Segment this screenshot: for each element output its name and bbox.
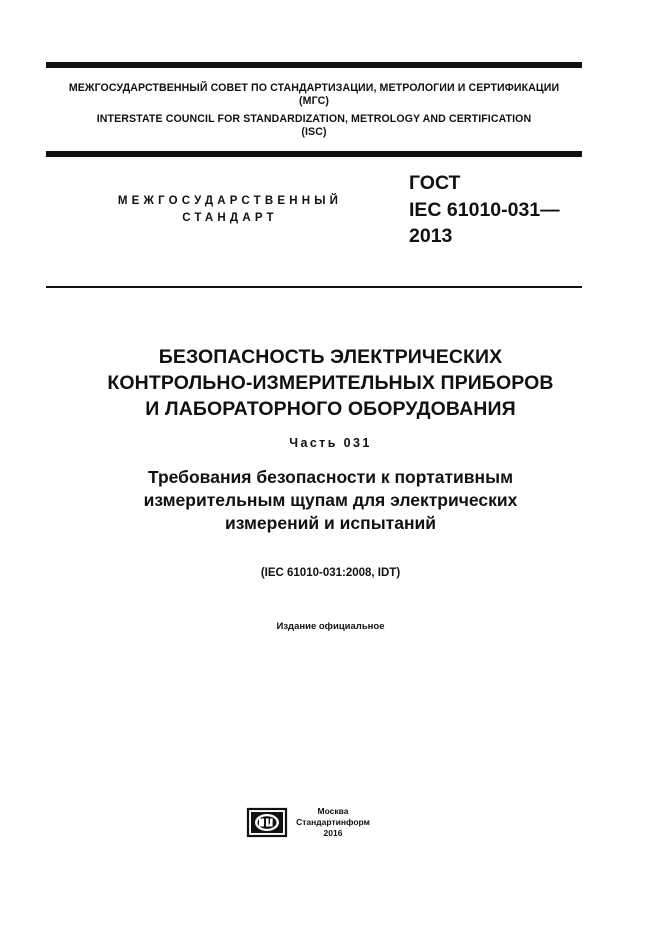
council-en-name: INTERSTATE COUNCIL FOR STANDARDIZATION, METROLOGY AND CERTIFICATION — [96, 113, 532, 125]
subtitle-line3: измерений и испытаний — [224, 513, 437, 533]
council-en — [46, 113, 582, 139]
designation-line1: ГОСТ — [409, 172, 461, 194]
designation-line3: 2013 — [409, 225, 453, 247]
standard-label-line1: МЕЖГОСУДАРСТВЕННЫЙ — [117, 195, 343, 207]
part-number: Часть 031 — [289, 436, 372, 450]
standartinform-logo-icon — [246, 806, 289, 838]
title-line3: И ЛАБОРАТОРНОГО ОБОРУДОВАНИЯ — [145, 398, 516, 420]
document-title — [20, 344, 641, 422]
standard-label-line2: СТАНДАРТ — [182, 212, 278, 224]
publisher-name: Стандартинформ — [296, 817, 370, 827]
council-en-abbr: (ISC) — [301, 126, 327, 138]
top-rule — [46, 62, 582, 68]
edition-note: Издание официальное — [276, 621, 385, 632]
title-line2: КОНТРОЛЬНО-ИЗМЕРИТЕЛЬНЫХ ПРИБОРОВ — [107, 372, 554, 394]
publisher-city: Москва — [317, 806, 349, 816]
subtitle-line2: измерительным щупам для электрических — [143, 490, 518, 510]
council-rule — [46, 151, 582, 157]
document-subtitle — [20, 466, 641, 535]
publisher-block — [293, 806, 373, 839]
council-ru-name: МЕЖГОСУДАРСТВЕННЫЙ СОВЕТ ПО СТАНДАРТИЗАЦИИ, МЕТРОЛОГИИ И СЕРТИФИКАЦИИ — [68, 82, 560, 94]
designation-line2: IEC 61010-031— — [409, 198, 560, 221]
council-ru — [46, 82, 582, 108]
standard-label — [70, 193, 390, 227]
header-rule — [46, 286, 582, 288]
equivalence-note: (IEC 61010-031:2008, IDT) — [260, 567, 401, 579]
title-line1: БЕЗОПАСНОСТЬ ЭЛЕКТРИЧЕСКИХ — [158, 346, 503, 368]
council-ru-abbr: (МГС) — [299, 95, 329, 107]
standard-designation — [409, 170, 560, 250]
subtitle-line1: Требования безопасности к портативным — [147, 467, 514, 487]
publisher-year: 2016 — [323, 828, 343, 838]
